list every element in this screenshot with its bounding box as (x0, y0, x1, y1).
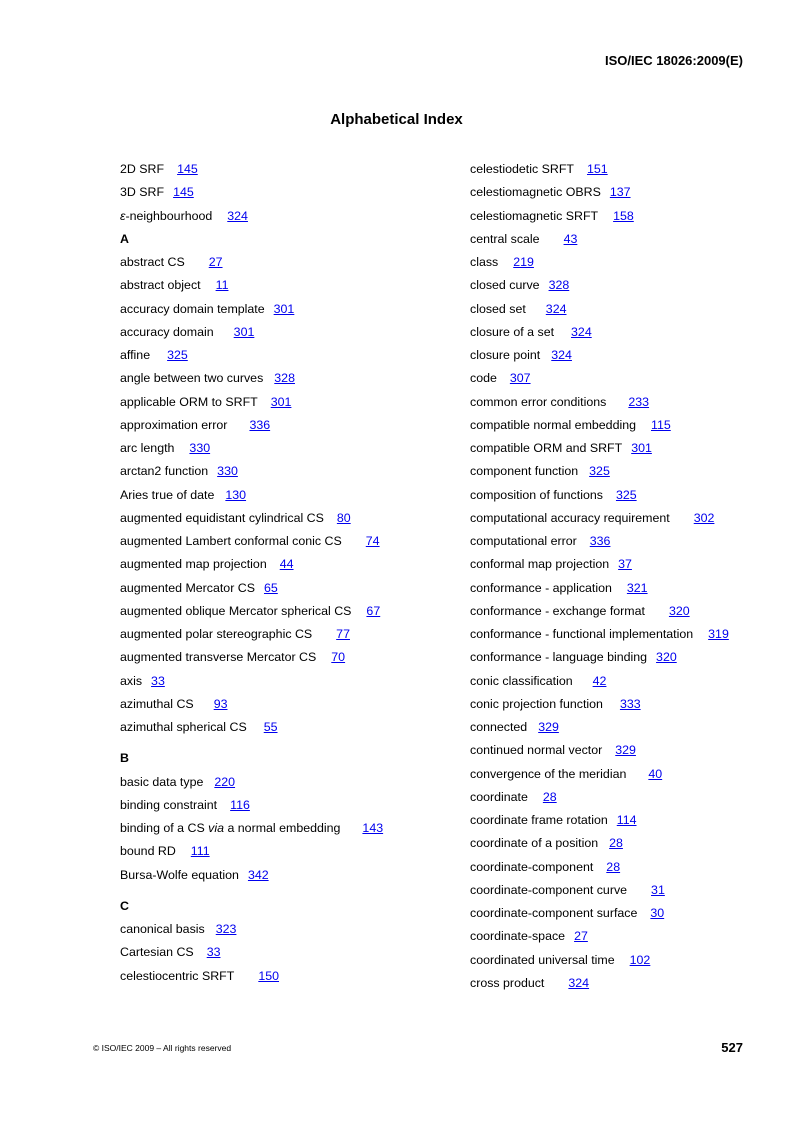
index-term: abstract CS (120, 255, 185, 269)
index-entry (470, 300, 780, 323)
index-letter-heading: B (120, 751, 129, 766)
index-page-link[interactable]: 325 (167, 348, 188, 362)
index-letter-heading: A (120, 231, 129, 246)
index-entry (120, 672, 440, 695)
index-term: abstract object (120, 278, 201, 293)
index-term: angle between two curves (120, 371, 264, 386)
index-page-link[interactable]: 320 (656, 650, 677, 665)
index-page-link[interactable]: 219 (513, 255, 534, 269)
index-term: binding of a CS (120, 821, 209, 835)
index-entry (470, 951, 780, 974)
index-entry (470, 788, 780, 811)
index-entry (120, 648, 440, 671)
section-gap (120, 741, 440, 749)
index-term: conformance - application (470, 580, 612, 595)
index-entry (470, 765, 780, 788)
index-entry (470, 439, 780, 462)
index-term: 2D SRF (120, 162, 165, 176)
index-page-link[interactable]: 325 (615, 487, 637, 502)
index-term: computational error (470, 534, 577, 548)
index-term: conformal map projection (470, 557, 610, 572)
index-entry (120, 323, 440, 346)
index-entry (470, 160, 780, 183)
index-term: augmented polar stereographic CS (120, 627, 313, 641)
index-entry (120, 532, 440, 555)
index-term: closure of a set (470, 324, 555, 339)
index-entry (120, 300, 440, 323)
index-page-link[interactable]: 158 (613, 208, 634, 223)
index-term: augmented Mercator CS (120, 580, 255, 595)
index-page-link[interactable]: 330 (189, 441, 211, 455)
index-entry (470, 323, 780, 346)
index-entry (470, 532, 780, 555)
index-entry (120, 346, 440, 369)
index-page-link[interactable]: 27 (574, 929, 588, 944)
index-term: canonical basis (120, 922, 205, 936)
index-page-link[interactable]: 77 (336, 627, 350, 641)
page-title: Alphabetical Index (330, 111, 463, 128)
index-entry (470, 183, 780, 206)
section-gap (120, 889, 440, 897)
index-term: augmented map projection (120, 557, 267, 572)
index-term: Cartesian CS (120, 945, 194, 960)
index-page-link[interactable]: 42 (592, 673, 607, 688)
index-page-link[interactable]: 321 (626, 580, 648, 595)
index-entry (470, 346, 780, 369)
index-page-link[interactable]: 145 (173, 185, 194, 200)
index-page-link[interactable]: 324 (545, 301, 567, 316)
index-page-link[interactable]: 30 (650, 906, 665, 920)
index-entry (470, 741, 780, 764)
index-page-link[interactable]: 80 (336, 510, 351, 525)
index-term-suffix: a normal embedding (224, 821, 341, 835)
index-term: coordinated universal time (470, 952, 615, 967)
index-page-link[interactable]: 325 (589, 464, 610, 479)
index-entry (120, 439, 440, 462)
index-entry (470, 230, 780, 253)
index-term-symbol: ε (120, 208, 126, 223)
index-entry (120, 866, 440, 889)
index-entry (120, 625, 440, 648)
index-entry (120, 416, 440, 439)
index-page-link[interactable]: 324 (568, 975, 590, 990)
index-entry (120, 486, 440, 509)
index-term: celestiomagnetic SRFT (470, 208, 599, 223)
index-entry (470, 695, 780, 718)
index-entry (470, 718, 780, 741)
index-page-link[interactable]: 70 (331, 650, 346, 665)
index-page-link[interactable]: 93 (213, 696, 228, 711)
index-entry (120, 695, 440, 718)
index-term: -neighbourhood (125, 208, 213, 223)
index-entry (120, 160, 440, 183)
index-page-link[interactable]: 145 (177, 162, 198, 176)
index-entry (120, 842, 440, 865)
index-page-link[interactable]: 324 (227, 208, 248, 223)
index-page-link[interactable]: 150 (258, 968, 279, 983)
index-term: compatible normal embedding (470, 417, 636, 432)
index-term: coordinate (470, 789, 528, 804)
index-entry (470, 416, 780, 439)
index-entry (470, 207, 780, 230)
index-term: Aries true of date (120, 487, 215, 502)
index-column-left (120, 160, 440, 990)
index-page-link[interactable]: 33 (151, 673, 165, 688)
index-page-link[interactable]: 151 (586, 162, 608, 176)
index-entry (470, 276, 780, 299)
index-page-link[interactable]: 301 (233, 324, 255, 339)
index-entry (120, 920, 440, 943)
index-term: compatible ORM and SRFT (470, 441, 623, 455)
index-page-link[interactable]: 11 (215, 278, 229, 293)
index-term: celestiomagnetic OBRS (470, 185, 601, 200)
index-page-link[interactable]: 143 (362, 821, 384, 835)
index-term: conic classification (470, 673, 573, 688)
index-page-link[interactable]: 329 (538, 720, 559, 734)
index-entry (470, 253, 780, 276)
index-entry (470, 648, 780, 671)
index-term: accuracy domain (120, 324, 214, 339)
index-term: conformance - language binding (470, 650, 648, 665)
index-term-italic: via (208, 821, 225, 835)
index-page-link[interactable]: 28 (609, 836, 623, 851)
index-term: augmented Lambert conformal conic CS (120, 534, 342, 548)
index-entry (470, 904, 780, 927)
index-term: coordinate-component (470, 859, 594, 874)
index-page-link[interactable]: 301 (273, 301, 295, 316)
index-page-link[interactable]: 28 (542, 789, 557, 804)
index-page-link[interactable]: 55 (263, 720, 278, 734)
index-term: celestiocentric SRFT (120, 968, 235, 983)
index-page-link[interactable]: 220 (214, 774, 236, 789)
index-page-link[interactable]: 328 (274, 371, 295, 386)
index-term: axis (120, 673, 143, 688)
index-page-link[interactable]: 301 (631, 441, 652, 455)
index-entry (470, 486, 780, 509)
index-entry (120, 555, 440, 578)
index-entry (120, 602, 440, 625)
index-term: 3D SRF (120, 185, 165, 200)
page-number: 527 (721, 1040, 743, 1055)
index-term: coordinate of a position (470, 836, 599, 851)
index-page-link[interactable]: 37 (618, 557, 632, 572)
index-page-link[interactable]: 301 (270, 394, 292, 409)
index-page-link[interactable]: 233 (628, 394, 650, 409)
index-page-link[interactable]: 67 (366, 603, 381, 618)
index-term: augmented transverse Mercator CS (120, 650, 317, 665)
index-term: closed set (470, 301, 526, 316)
index-term: cross product (470, 975, 545, 990)
index-entry (470, 834, 780, 857)
index-term: accuracy domain template (120, 301, 265, 316)
index-term: common error conditions (470, 394, 607, 409)
index-term: celestiodetic SRFT (470, 162, 574, 176)
index-page-link[interactable]: 115 (651, 417, 671, 432)
index-term: composition of functions (470, 487, 603, 502)
index-page-link[interactable]: 324 (551, 348, 572, 362)
index-letter-heading: C (120, 898, 129, 913)
index-page-link[interactable]: 324 (571, 324, 592, 339)
index-term: convergence of the meridian (470, 766, 627, 781)
index-term: basic data type (120, 774, 204, 789)
index-entry (120, 276, 440, 299)
index-term: azimuthal CS (120, 696, 194, 711)
index-term: connected (470, 720, 528, 734)
index-entry (120, 819, 440, 842)
index-page-link[interactable]: 43 (563, 231, 578, 246)
index-page-link[interactable]: 342 (247, 867, 269, 882)
index-page-link[interactable]: 27 (208, 255, 223, 269)
index-term: azimuthal spherical CS (120, 720, 247, 734)
index-page-link[interactable]: 28 (606, 859, 621, 874)
index-term: continued normal vector (470, 743, 603, 758)
index-entry (120, 796, 440, 819)
index-term: coordinate-component curve (470, 882, 628, 897)
index-entry (470, 881, 780, 904)
index-page-link[interactable]: 328 (548, 278, 570, 293)
document-code: ISO/IEC 18026:2009(E) (604, 53, 743, 68)
index-entry (470, 927, 780, 950)
index-column-right (470, 160, 780, 997)
index-entry (120, 509, 440, 532)
index-page-link[interactable]: 102 (629, 952, 651, 967)
index-entry (120, 183, 440, 206)
index-term: affine (120, 348, 151, 362)
index-term: applicable ORM to SRFT (120, 394, 258, 409)
index-term: arc length (120, 441, 175, 455)
index-page-link[interactable]: 74 (365, 534, 380, 548)
index-term: conformance - exchange format (470, 603, 645, 618)
index-entry (120, 579, 440, 602)
index-entry (120, 253, 440, 276)
index-entry (470, 974, 780, 997)
index-page-link[interactable]: 65 (263, 580, 278, 595)
copyright-notice: © ISO/IEC 2009 – All rights reserved (93, 1043, 232, 1053)
index-term: coordinate-component surface (470, 906, 638, 920)
index-entry (470, 462, 780, 485)
index-page-link[interactable]: 40 (648, 766, 663, 781)
index-term: closure point (470, 348, 541, 362)
index-entry (470, 509, 780, 532)
index-entry (120, 718, 440, 741)
index-term: conformance - functional implementation (470, 627, 694, 641)
index-page-link[interactable]: 336 (249, 417, 271, 432)
index-page-link[interactable]: 137 (609, 185, 631, 200)
index-entry (470, 393, 780, 416)
index-entry (470, 672, 780, 695)
index-page-link[interactable]: 307 (509, 371, 531, 386)
index-entry (120, 943, 440, 966)
index-term: bound RD (120, 844, 176, 859)
index-page-link[interactable]: 111 (190, 844, 210, 859)
index-page-link[interactable]: 33 (206, 945, 221, 960)
index-term: augmented equidistant cylindrical CS (120, 510, 324, 525)
index-entry (470, 602, 780, 625)
index-page-link[interactable]: 114 (616, 813, 637, 827)
index-page-link[interactable]: 336 (589, 534, 611, 548)
index-term: computational accuracy requirement (470, 510, 670, 525)
index-page-link[interactable]: 330 (217, 464, 238, 479)
index-term: coordinate frame rotation (470, 813, 608, 827)
index-entry (120, 207, 440, 230)
index-page-link[interactable]: 116 (230, 797, 250, 812)
index-entry (470, 858, 780, 881)
index-term: component function (470, 464, 579, 479)
index-entry (120, 462, 440, 485)
index-term: conic projection function (470, 696, 603, 711)
index-entry (120, 393, 440, 416)
index-term: central scale (470, 231, 540, 246)
index-page-link[interactable]: 329 (615, 743, 636, 758)
index-entry (470, 811, 780, 834)
index-entry (470, 369, 780, 392)
index-page-link[interactable]: 302 (693, 510, 715, 525)
index-entry (120, 967, 440, 990)
index-term: code (470, 371, 497, 386)
index-page-link[interactable]: 323 (215, 922, 237, 936)
index-term: class (470, 255, 499, 269)
index-term: Bursa-Wolfe equation (120, 867, 239, 882)
index-page-link[interactable]: 319 (708, 627, 729, 641)
index-page-link[interactable]: 44 (279, 557, 294, 572)
index-page-link[interactable]: 31 (651, 882, 665, 897)
index-page-link[interactable]: 130 (225, 487, 247, 502)
index-term: approximation error (120, 417, 228, 432)
index-entry (470, 555, 780, 578)
index-term: binding constraint (120, 797, 218, 812)
index-term: coordinate-space (470, 929, 566, 944)
index-entry (120, 369, 440, 392)
index-page-link[interactable]: 333 (619, 696, 641, 711)
index-entry (470, 625, 780, 648)
index-term: closed curve (470, 278, 540, 293)
index-entry (470, 579, 780, 602)
index-term: augmented oblique Mercator spherical CS (120, 603, 352, 618)
index-entry (120, 773, 440, 796)
index-page-link[interactable]: 320 (668, 603, 690, 618)
index-term: arctan2 function (120, 464, 209, 479)
